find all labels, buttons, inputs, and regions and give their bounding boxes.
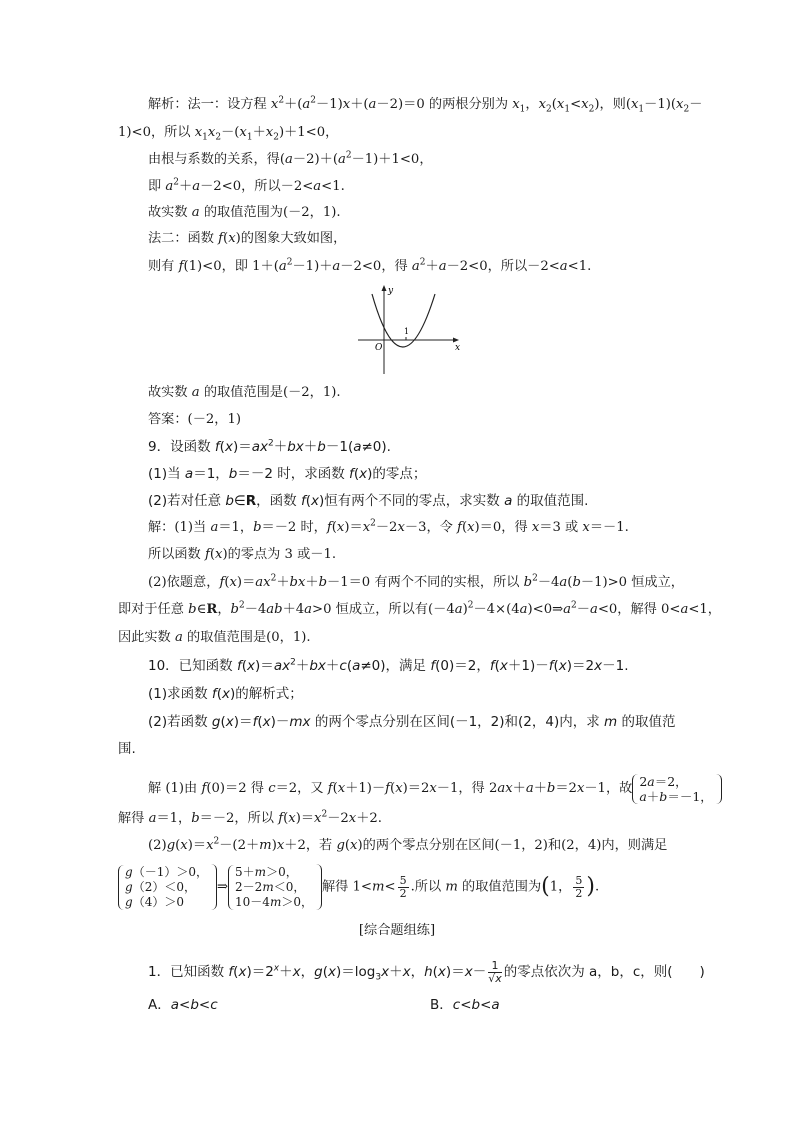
text-line: 解 (1)由 f(0)＝2 得 c＝2，又 f(x＋1)－f(x)＝2x－1，得 2ax＋a＋b＝2x－1，故 2a＝2， a＋b＝－1，: [148, 772, 794, 806]
fraction: $\frac{5}{2}$: [399, 873, 407, 900]
question-line: (1)当 a＝1，b＝－2 时，求函数 f(x)的零点；: [148, 466, 427, 482]
text-line: 即对于任意 b∈R，$b^2-4ab+4a>0$ 恒成立，所以有$(-4a)^2-4\times(4a)<0\Rightarrow a^2-a<0$，解得 0<a<1，: [118, 600, 721, 617]
text-line: 法二：函数 f(x)的图象大致如图，: [148, 231, 347, 246]
option-b-math: c<b<a: [452, 997, 500, 1013]
y-axis-label: y: [388, 286, 394, 296]
question-line: (2)若函数 g(x)＝f(x)－mx 的两个零点分别在区间(－1，2)和(2，4)内，求 m 的取值范: [148, 714, 676, 730]
x-axis-label: x: [455, 343, 461, 353]
text-line: 即 $a^2+a-2<0$，所以－2<a<1.: [148, 177, 345, 194]
question-line: (2)若对任意 b∈R，函数 f(x)恒有两个不同的零点，求实数 a 的取值范围.: [148, 493, 589, 509]
origin-label: O: [375, 343, 383, 353]
text-line: $(2)g(x)=x^2-(2+m)x+2$，若 g(x)的两个零点分别在区间(－1，2)和(2，4)内，则满足: [148, 836, 668, 853]
text-line: 答案：(－2，1): [148, 412, 242, 427]
option-a-label: A．: [148, 997, 171, 1013]
fraction: $\frac{5}{2}$: [575, 873, 583, 900]
text-line: 解得 a＝1，b＝－2，所以 $f(x)=x^2-2x+2$.: [118, 809, 382, 826]
question-line: 围.: [118, 741, 136, 757]
option-a-math: a<b<c: [170, 997, 218, 1013]
question-9: 9．设函数 $f(x)=ax^2+bx+b-1(a\ne 0)$.: [148, 438, 391, 455]
inequality-system: g（－1）＞0， g（2）＜0， g（4）＞0: [118, 865, 208, 910]
tick-label: 1: [404, 327, 410, 336]
text-line: 因此实数 a 的取值范围是(0，1).: [118, 630, 311, 645]
text-line: 1)<0，所以 $x_1x_2-(x_1+x_2)+1<0$，: [118, 125, 339, 143]
inequality-system: 5＋m＞0， 2－2m＜0， 10－4m＞0，: [228, 865, 313, 910]
mc-question-1: 1．已知函数 $f(x)=2^x+x$，$g(x)=\log_3x+x$，h(x)＝x－ $\frac{1}{√x}$ 的零点依次为 a，b，c，则( ): [148, 958, 705, 985]
parabola-graph: [350, 282, 465, 378]
section-heading: [综合题组练]: [358, 923, 436, 938]
question-10: 10．已知函数 $f(x)=ax^2+bx+c(a\ne 0)$，满足 f(0)＝2，f(x＋1)－f(x)＝2x－1.: [148, 657, 629, 674]
question-tail: 的零点依次为 a，b，c，则( ): [503, 964, 705, 980]
text-line: g（－1）＞0， g（2）＜0， g（4）＞0⇒5＋m＞0， 2－2m＜0， 10－4m＞0，解得 1<m< $\frac{5}{2}$ .所以 m 的取值范围为(1， $\frac{5}{2}$ ).: [118, 862, 794, 912]
text-line: 故实数 a 的取值范围是(－2，1).: [148, 385, 341, 400]
question-line: (1)求函数 f(x)的解析式；: [148, 686, 303, 702]
text-line: 则有 f(1)<0，即 $1+(a^2-1)+a-2<0$，得 $a^2+a-2<0$，所以－2<a<1.: [148, 257, 592, 274]
option-b[interactable]: [430, 996, 794, 1014]
fraction: $\frac{1}{√x}$: [488, 958, 502, 985]
option-b-label: B．: [430, 997, 453, 1013]
text-line: 故实数 a 的取值范围为(－2，1).: [148, 205, 341, 220]
text-line: 解析：法一：设方程 $x^2+(a^2-1)x+(a-2)=0$ 的两根分别为 $x_1$，$x_2(x_1<x_2)$，则$(x_1-1)(x_2-$: [148, 95, 703, 115]
text-line: 所以函数 f(x)的零点为 3 或－1.: [148, 547, 337, 562]
text-line: (2)依题意，$f(x)=ax^2+bx+b-1=0$ 有两个不同的实根，所以 $b^2-4a(b-1)>0$ 恒成立，: [148, 573, 684, 590]
text-line: 由根与系数的关系，得$(a-2)+(a^2-1)+1<0$，: [148, 150, 433, 167]
equation-system: 2a＝2， a＋b＝－1，: [632, 774, 712, 804]
text-line: 解：(1)当 a＝1，b＝－2 时，$f(x)=x^2-2x-3$，令 f(x)＝0，得 x＝3 或 x＝－1.: [148, 518, 629, 535]
